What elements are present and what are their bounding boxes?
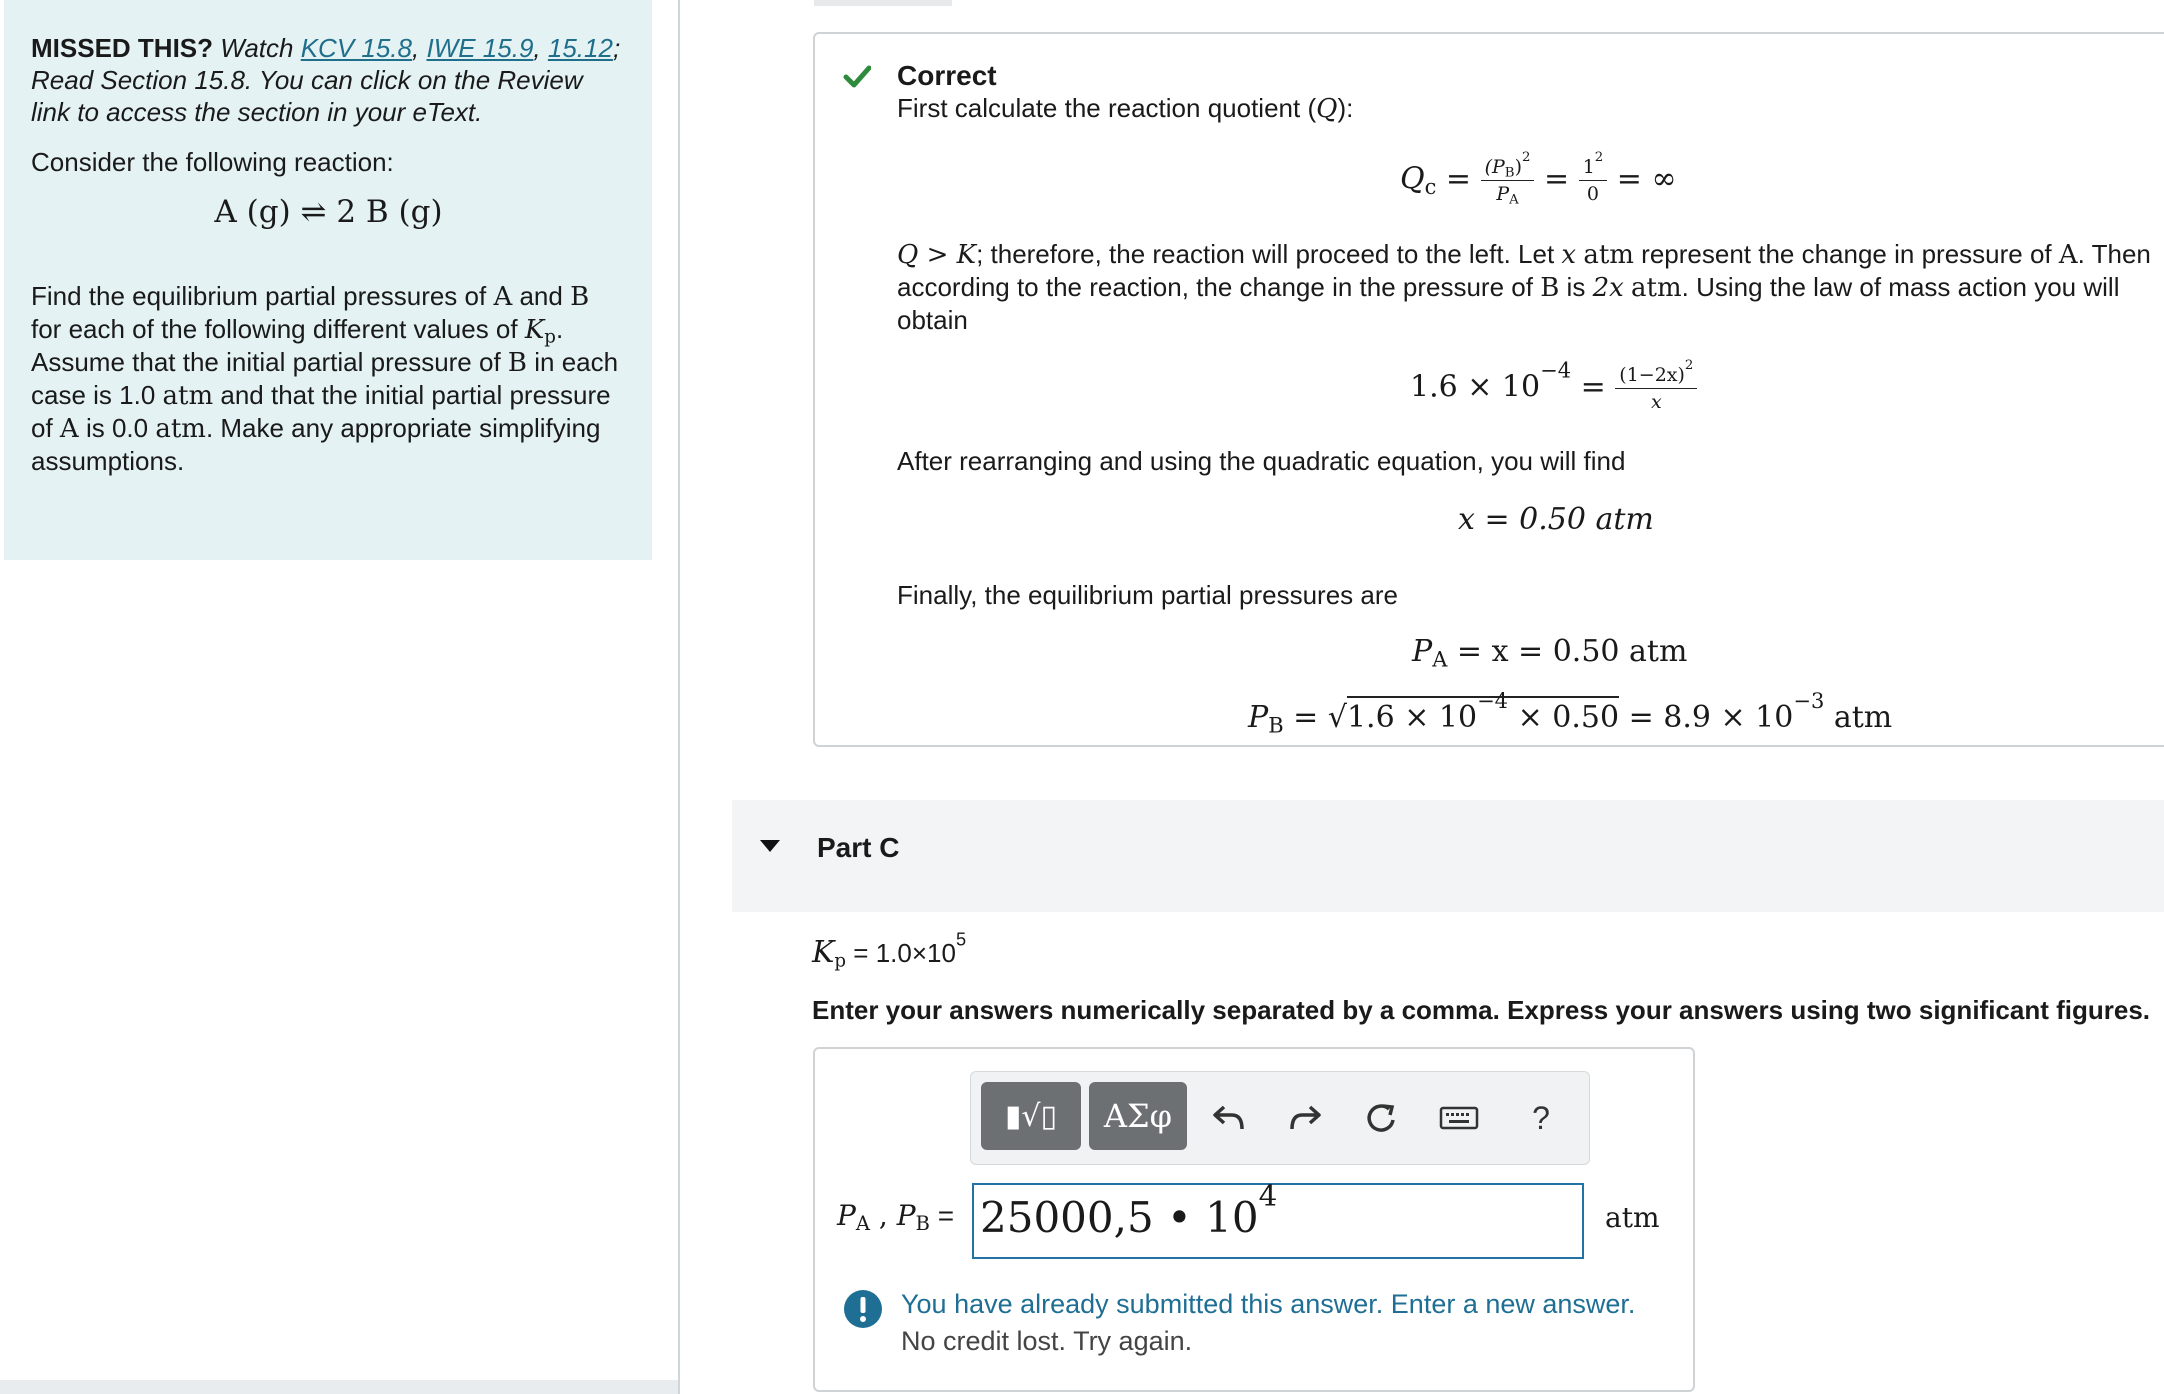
collapse-triangle-icon[interactable] — [758, 838, 782, 854]
already-submitted-message: You have already submitted this answer. Enter a new answer. — [901, 1289, 1636, 1319]
watch-text: Watch — [220, 33, 294, 63]
part-c-header[interactable] — [732, 800, 2164, 912]
mass-action-equation: $1.6 \times 10^{-4}$ = $\frac{(1-2x)^2}{x}$ — [1410, 364, 1697, 413]
problem-statement: Find the equilibrium partial pressures of A and B for each of the following different values of $K_p$. Assume that the initial partial pressure of B in each case is 1.0 atm and that the initial partial pressure of A is 0.0 atm. Make any appropriate simplifying assumptions. — [31, 281, 619, 476]
correct-feedback-panel — [813, 32, 2164, 747]
redo-icon[interactable] — [1283, 1096, 1327, 1140]
greek-symbols-button[interactable]: ΑΣφ — [1089, 1082, 1187, 1150]
problem-intro-panel — [4, 0, 652, 560]
kp-value: $K_p = 1.0\times 10^5$ — [812, 929, 967, 972]
checkmark-icon — [843, 62, 871, 90]
help-button[interactable]: ? — [1532, 1099, 1550, 1136]
keyboard-icon[interactable] — [1437, 1096, 1481, 1140]
pa-result: $P_A = x = 0.50$ atm — [1412, 634, 1688, 672]
link-15-12[interactable]: 15.12 — [547, 33, 613, 63]
reaction-equation: A (g) ⇌ 2 B (g) — [214, 194, 443, 230]
alert-icon — [843, 1289, 883, 1329]
math-toolbar — [970, 1071, 1590, 1165]
link-iwe-15-9[interactable]: IWE 15.9 — [426, 33, 534, 63]
x-solution: x = 0.50 atm — [1458, 502, 1654, 537]
feedback-intro: First calculate the reaction quotient (Q): — [897, 93, 1354, 124]
missed-this-note: MISSED THIS? Watch KCV 15.8, IWE 15.9, 15.12; Read Section 15.8. You can click on the Review link to access the section in your eText. — [31, 33, 621, 127]
reaction-quotient-equation: $Q_c$ = $\frac{(P_B)^2}{P_A}$ = $\frac{1^2}{0}$ = ∞ — [1400, 150, 1677, 208]
answer-label: $P_A$ , $P_B$ = — [837, 1199, 955, 1235]
no-credit-lost-message: No credit lost. Try again. — [901, 1326, 1193, 1356]
pb-result: $P_B = √1.6 \times 10^{-4} \times 0.50 = 8.9 \times 10^{-3}$ atm — [1248, 689, 1893, 738]
answer-box — [813, 1047, 1695, 1392]
direction-explanation: Q > K; therefore, the reaction will proceed to the left. Let x atm represent the change in pressure of A. Then according to the reaction, the change in the pressure of B is 2x atm. Using the law of mass action you will obtain — [897, 239, 2151, 335]
sidebar-bottom-edge — [0, 1380, 678, 1394]
reset-icon[interactable] — [1359, 1096, 1403, 1140]
panel-divider[interactable] — [678, 0, 680, 1394]
read-section-text: ; Read Section 15.8. You can click on the Review link to access the section in your eText. — [31, 33, 621, 127]
templates-button[interactable]: ▮√▯ — [981, 1082, 1081, 1150]
consider-text: Consider the following reaction: — [31, 147, 394, 177]
unit-label: atm — [1605, 1201, 1660, 1234]
rearranging-text: After rearranging and using the quadratic equation, you will find — [897, 446, 1626, 476]
answer-instructions: Enter your answers numerically separated by a comma. Express your answers using two significant figures. — [812, 995, 2151, 1025]
feedback-status: Correct — [897, 60, 997, 91]
tab-stub — [814, 0, 952, 6]
link-kcv-15-8[interactable]: KCV 15.8 — [300, 33, 412, 63]
missed-label: MISSED THIS? — [31, 33, 214, 63]
undo-icon[interactable] — [1207, 1096, 1251, 1140]
part-c-title: Part C — [817, 832, 900, 863]
final-pressures-text: Finally, the equilibrium partial pressures are — [897, 580, 1398, 610]
answer-input[interactable]: 25000,5 • $10^4$ — [972, 1183, 1584, 1259]
